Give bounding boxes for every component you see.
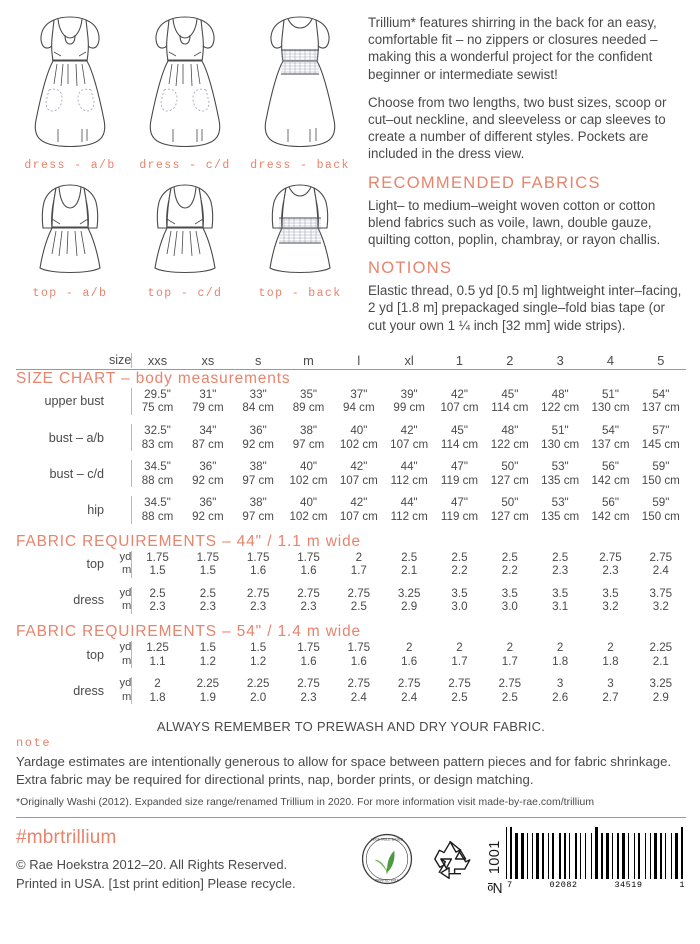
table-cell: 2.9 bbox=[401, 600, 418, 614]
prewash-reminder: ALWAYS REMEMBER TO PREWASH AND DRY YOUR FABRIC. bbox=[156, 719, 546, 735]
table-cell: 130 cm bbox=[591, 401, 630, 415]
table-cell: 1.2 bbox=[250, 654, 267, 668]
table-cell: 40" bbox=[300, 496, 318, 510]
table-cell: 2.25 bbox=[649, 640, 673, 654]
table-cell: 2.4 bbox=[401, 690, 418, 704]
table-cell: 44" bbox=[400, 496, 418, 510]
table-cell: 3.25 bbox=[397, 586, 421, 600]
header-size-1: 1 bbox=[455, 352, 464, 368]
table-cell: 39" bbox=[400, 387, 418, 401]
illustration-label: dress - a/b bbox=[24, 159, 116, 172]
notes-section bbox=[0, 719, 700, 818]
row-unit: yd bbox=[104, 677, 132, 691]
table-cell: 51" bbox=[551, 424, 569, 438]
table-cell: 2.3 bbox=[300, 690, 317, 704]
table-cell: 88 cm bbox=[141, 510, 174, 523]
illustrations-column bbox=[16, 8, 354, 345]
table-cell: 51" bbox=[601, 387, 619, 401]
header-size-xxs: xxs bbox=[147, 352, 168, 368]
table-cell: 3.2 bbox=[602, 600, 619, 614]
table-cell: 1.8 bbox=[149, 690, 166, 704]
row-unit: yd bbox=[104, 641, 132, 655]
table-cell: 34.5" bbox=[144, 496, 171, 510]
row-label: upper bust bbox=[44, 394, 105, 409]
row-unit: m bbox=[104, 564, 132, 578]
top-back-shirred-icon bbox=[248, 178, 352, 286]
table-cell: 47" bbox=[450, 496, 468, 510]
row-unit bbox=[104, 510, 132, 524]
intro-paragraph-2: Choose from two lengths, two bust sizes, scoop or cut–out neckline, and sleeveless or cap sleeves to create a number of different styles. Pockets are included in the dress view. bbox=[368, 94, 667, 162]
table-row bbox=[16, 424, 686, 438]
table-cell: 3.1 bbox=[552, 600, 569, 614]
table-cell: 1.8 bbox=[552, 654, 569, 668]
table-cell: 2.3 bbox=[149, 600, 166, 614]
table-cell: 107 cm bbox=[390, 437, 429, 451]
table-row bbox=[16, 641, 686, 655]
header-size-s: s bbox=[254, 352, 262, 368]
note-body: Yardage estimates are intentionally generous to allow for space between pattern pieces and for fabric shrinkage. Extra fabric may be required for directional prints, nap, border prints, or design matching. bbox=[16, 754, 672, 787]
table-cell: 1.75 bbox=[246, 550, 270, 564]
recommended-fabrics-text: Light– to medium–weight woven cotton or cotton blend fabrics such as voile, lawn, double gauze, quilting cotton, poplin, chambray, or rayon challis. bbox=[368, 197, 661, 248]
table-cell: 142 cm bbox=[591, 510, 630, 523]
table-cell: 92 cm bbox=[192, 510, 224, 523]
illustration-dress-ab bbox=[16, 8, 124, 172]
table-cell: 36" bbox=[249, 424, 267, 438]
footer-left bbox=[16, 827, 361, 893]
footer-section bbox=[0, 818, 700, 895]
table-cell: 122 cm bbox=[541, 401, 580, 415]
hashtag: #mbrtrillium bbox=[16, 827, 117, 849]
header-size-label: size bbox=[16, 353, 132, 368]
table-cell: 50" bbox=[501, 460, 519, 474]
table-row bbox=[16, 587, 686, 601]
table-cell: 2.5 bbox=[501, 690, 518, 704]
table-cell: 102 cm bbox=[289, 473, 328, 487]
table-row bbox=[16, 510, 686, 524]
table-cell: 2.1 bbox=[401, 564, 418, 578]
row-unit bbox=[104, 424, 132, 438]
barcode-digit-group: 1 bbox=[679, 880, 685, 891]
illustration-row-tops bbox=[16, 178, 354, 300]
table-cell: 35" bbox=[300, 387, 318, 401]
table-cell: 2.2 bbox=[501, 564, 518, 578]
table-cell: 2.5 bbox=[350, 600, 367, 614]
table-cell: 119 cm bbox=[440, 473, 479, 487]
table-cell: 38" bbox=[249, 496, 267, 510]
table-cell: 142 cm bbox=[591, 473, 630, 487]
table-cell: 102 cm bbox=[289, 510, 328, 523]
table-cell: 1.5 bbox=[199, 640, 216, 654]
table-cell: 36" bbox=[199, 496, 217, 510]
table-cell: 45" bbox=[501, 387, 519, 401]
header-size-xs: xs bbox=[201, 352, 215, 368]
section-heading-row bbox=[16, 623, 686, 641]
table-cell: 2.4 bbox=[350, 690, 367, 704]
table-cell: 137 cm bbox=[641, 401, 680, 415]
recycle-icon bbox=[427, 836, 473, 882]
illustration-label: top - c/d bbox=[147, 287, 223, 300]
intro-paragraph-1: Trillium* features shirring in the back for an easy, comfortable fit – no zippers or closures needed – making this a wonderful project for the confident beginner or intermediate sewist! bbox=[368, 15, 658, 82]
table-cell: 2.75 bbox=[297, 677, 320, 691]
table-cell: 3.5 bbox=[451, 586, 468, 600]
table-cell: 2.3 bbox=[199, 600, 216, 614]
table-cell: 42" bbox=[400, 424, 418, 438]
top-front-cutout-icon bbox=[133, 178, 237, 286]
illustration-label: dress - c/d bbox=[139, 159, 231, 172]
table-cell: 1.6 bbox=[300, 654, 317, 668]
table-row bbox=[16, 677, 686, 691]
table-cell: 48" bbox=[501, 424, 519, 438]
illustration-top-back bbox=[246, 178, 354, 300]
table-cell: 2.7 bbox=[602, 690, 619, 704]
table-cell: 2.75 bbox=[246, 586, 270, 600]
table-cell: 2.5 bbox=[199, 586, 216, 600]
table-row bbox=[16, 600, 686, 614]
size-and-fabric-table bbox=[16, 353, 686, 714]
row-label: dress bbox=[73, 593, 105, 608]
table-cell: 3.0 bbox=[451, 600, 468, 614]
row-unit bbox=[104, 401, 132, 415]
barcode-block bbox=[487, 833, 686, 895]
svg-text:VEGETABLE-BASED: VEGETABLE-BASED bbox=[370, 837, 404, 842]
svg-text:PRINTED WITH: PRINTED WITH bbox=[374, 878, 400, 883]
top-front-scoop-icon bbox=[18, 178, 122, 286]
table-cell: 44" bbox=[400, 460, 418, 474]
row-label: top bbox=[86, 647, 105, 662]
table-cell: 87 cm bbox=[192, 437, 224, 451]
footer-right bbox=[361, 827, 686, 895]
illustration-dress-cd bbox=[131, 8, 239, 172]
barcode-digit-group: 02082 bbox=[549, 880, 578, 891]
table-cell: 42" bbox=[350, 460, 368, 474]
table-cell: 54" bbox=[601, 424, 619, 438]
illustration-row-dresses bbox=[16, 8, 354, 172]
table-cell: 1.75 bbox=[297, 550, 320, 564]
table-cell: 99 cm bbox=[393, 401, 425, 415]
table-cell: 32.5" bbox=[144, 424, 171, 438]
table-cell: 2.5 bbox=[451, 550, 468, 564]
table-cell: 2.75 bbox=[297, 586, 320, 600]
table-row bbox=[16, 474, 686, 488]
table-cell: 2 bbox=[456, 640, 463, 654]
dress-front-scoop-icon bbox=[18, 8, 122, 158]
table-row bbox=[16, 438, 686, 452]
section-heading-row bbox=[16, 369, 686, 388]
table-row bbox=[16, 460, 686, 474]
table-cell: 2.6 bbox=[552, 690, 569, 704]
row-label: bust – a/b bbox=[48, 430, 105, 445]
table-cell: 135 cm bbox=[541, 510, 580, 523]
table-cell: 127 cm bbox=[490, 510, 529, 523]
dress-back-shirred-icon bbox=[248, 8, 352, 158]
table-row bbox=[16, 655, 686, 669]
table-cell: 1.1 bbox=[149, 654, 166, 668]
illustration-label: top - a/b bbox=[32, 287, 108, 300]
table-cell: 33" bbox=[249, 387, 267, 401]
table-row bbox=[16, 496, 686, 510]
table-cell: 2 bbox=[355, 550, 363, 564]
table-cell: 88 cm bbox=[141, 473, 174, 487]
table-cell: 2.25 bbox=[196, 677, 220, 691]
illustration-label: dress - back bbox=[250, 159, 350, 172]
table-cell: 137 cm bbox=[591, 437, 630, 451]
table-row bbox=[16, 401, 686, 415]
table-cell: 2.4 bbox=[652, 564, 669, 578]
table-cell: 3.25 bbox=[649, 677, 673, 691]
table-cell: 2.5 bbox=[451, 690, 468, 704]
table-cell: 2.5 bbox=[501, 550, 518, 564]
table-cell: 2.3 bbox=[300, 600, 317, 614]
table-cell: 34" bbox=[199, 424, 217, 438]
copyright-line-2: Printed in USA. [1st print edition] Please recycle. bbox=[16, 875, 296, 891]
table-cell: 1.6 bbox=[401, 654, 418, 668]
table-cell: 57" bbox=[652, 424, 670, 438]
barcode-digit-group: 34519 bbox=[614, 880, 643, 891]
barcode bbox=[506, 833, 686, 890]
table-row bbox=[16, 551, 686, 565]
table-cell: 107 cm bbox=[339, 510, 378, 523]
table-cell: 89 cm bbox=[292, 401, 325, 415]
table-cell: 2.75 bbox=[347, 677, 371, 691]
table-cell: 102 cm bbox=[339, 437, 378, 451]
row-unit bbox=[104, 474, 132, 488]
table-cell: 2.3 bbox=[552, 564, 569, 578]
section-heading: FABRIC REQUIREMENTS – 44" / 1.1 m wide bbox=[16, 532, 361, 550]
row-unit bbox=[104, 438, 132, 452]
vegetable-based-ink-seal-icon bbox=[361, 833, 413, 885]
table-cell: 114 cm bbox=[491, 401, 529, 415]
table-cell: 2.5 bbox=[149, 586, 166, 600]
table-cell: 97 cm bbox=[292, 437, 325, 451]
notions-heading: NOTIONS bbox=[368, 259, 453, 278]
table-cell: 45" bbox=[450, 424, 468, 438]
top-section bbox=[0, 0, 700, 345]
table-cell: 3.5 bbox=[552, 586, 569, 600]
table-cell: 1.6 bbox=[350, 654, 367, 668]
table-cell: 94 cm bbox=[343, 401, 375, 415]
row-label: bust – c/d bbox=[49, 466, 105, 481]
illustration-dress-back bbox=[246, 8, 354, 172]
table-cell: 2.5 bbox=[401, 550, 418, 564]
table-cell: 59" bbox=[652, 496, 670, 510]
table-cell: 47" bbox=[450, 460, 468, 474]
table-cell: 145 cm bbox=[641, 437, 680, 451]
table-cell: 56" bbox=[601, 496, 619, 510]
table-cell: 1.75 bbox=[297, 640, 320, 654]
table-cell: 122 cm bbox=[490, 437, 529, 451]
table-cell: 92 cm bbox=[192, 473, 224, 487]
table-cell: 2.75 bbox=[397, 677, 421, 691]
header-size-3: 3 bbox=[556, 352, 564, 368]
table-cell: 3 bbox=[556, 677, 564, 691]
table-cell: 53" bbox=[551, 496, 569, 510]
table-cell: 36" bbox=[199, 460, 217, 474]
table-cell: 119 cm bbox=[440, 510, 479, 523]
table-cell: 114 cm bbox=[440, 437, 479, 451]
table-cell: 40" bbox=[350, 424, 368, 438]
row-unit: m bbox=[104, 691, 132, 705]
table-cell: 2.2 bbox=[451, 564, 468, 578]
table-cell: 75 cm bbox=[141, 401, 174, 415]
header-size-m: m bbox=[303, 352, 314, 368]
row-label: top bbox=[86, 557, 105, 572]
table-cell: 1.7 bbox=[451, 654, 468, 668]
row-unit: yd bbox=[104, 551, 132, 565]
table-cell: 3.2 bbox=[652, 600, 669, 614]
table-cell: 50" bbox=[501, 496, 519, 510]
table-cell: 2.75 bbox=[649, 550, 673, 564]
illustration-top-ab bbox=[16, 178, 124, 300]
pattern-number: № 1001 bbox=[486, 840, 503, 896]
header-size-2: 2 bbox=[506, 352, 514, 368]
table-cell: 37" bbox=[350, 387, 368, 401]
table-cell: 2.3 bbox=[602, 564, 619, 578]
table-cell: 2.9 bbox=[652, 690, 669, 704]
barcode-digits bbox=[506, 880, 686, 890]
notions-text: Elastic thread, 0.5 yd [0.5 m] lightweight inter–facing, 2 yd [1.8 m] prepackaged single–fold bias tape (or cut your own 1 ¼ inch [32 mm] wide strips). bbox=[368, 283, 682, 333]
table-cell: 2.25 bbox=[246, 677, 270, 691]
table-cell: 38" bbox=[300, 424, 318, 438]
table-row bbox=[16, 388, 686, 402]
illustration-label: top - back bbox=[258, 287, 342, 300]
header-size-5: 5 bbox=[657, 352, 665, 368]
description-column bbox=[354, 8, 684, 345]
table-cell: 1.5 bbox=[149, 564, 166, 578]
table-cell: 38" bbox=[249, 460, 267, 474]
table-cell: 150 cm bbox=[641, 510, 680, 523]
table-cell: 1.5 bbox=[199, 564, 216, 578]
table-cell: 2 bbox=[154, 677, 161, 691]
table-cell: 31" bbox=[199, 387, 217, 401]
copyright-line-1: © Rae Hoekstra 2012–20. All Rights Reserved. bbox=[16, 857, 288, 873]
header-size-4: 4 bbox=[606, 352, 615, 368]
table-cell: 54" bbox=[652, 387, 670, 401]
note-heading: note bbox=[16, 736, 52, 751]
table-header-row bbox=[16, 353, 686, 368]
table-cell: 3.75 bbox=[649, 586, 673, 600]
table-cell: 2.75 bbox=[498, 677, 522, 691]
table-cell: 56" bbox=[601, 460, 619, 474]
table-cell: 1.75 bbox=[146, 550, 169, 564]
table-cell: 83 cm bbox=[141, 437, 174, 451]
table-cell: 79 cm bbox=[192, 401, 224, 415]
table-cell: 3.0 bbox=[501, 600, 518, 614]
row-unit bbox=[104, 460, 132, 474]
table-cell: 2.5 bbox=[552, 550, 569, 564]
table-cell: 92 cm bbox=[242, 437, 274, 451]
table-cell: 1.6 bbox=[250, 564, 267, 578]
row-unit: yd bbox=[104, 587, 132, 601]
table-cell: 1.6 bbox=[300, 564, 317, 578]
table-cell: 1.75 bbox=[347, 640, 371, 654]
table-cell: 53" bbox=[551, 460, 569, 474]
row-label: hip bbox=[87, 503, 105, 517]
table-cell: 2.75 bbox=[448, 677, 471, 691]
table-cell: 84 cm bbox=[242, 401, 274, 415]
section-heading: SIZE CHART – body measurements bbox=[16, 369, 291, 387]
table-cell: 1.5 bbox=[250, 640, 267, 654]
table-cell: 48" bbox=[551, 387, 569, 401]
table-cell: 2 bbox=[506, 640, 514, 654]
row-unit bbox=[104, 388, 132, 402]
table-row bbox=[16, 691, 686, 705]
origin-note: *Originally Washi (2012). Expanded size range/renamed Trillium in 2020. For more information visit made-by-rae.com/trillium bbox=[16, 797, 595, 809]
table-cell: 1.2 bbox=[199, 654, 216, 668]
header-size-xl: xl bbox=[404, 352, 414, 368]
table-cell: 59" bbox=[652, 460, 670, 474]
dress-front-cutout-icon bbox=[133, 8, 237, 158]
table-cell: 1.9 bbox=[199, 690, 216, 704]
recommended-fabrics-heading: RECOMMENDED FABRICS bbox=[368, 173, 601, 192]
table-cell: 107 cm bbox=[339, 473, 378, 487]
section-heading: FABRIC REQUIREMENTS – 54" / 1.4 m wide bbox=[16, 622, 361, 640]
table-cell: 1.25 bbox=[146, 640, 169, 654]
table-cell: 150 cm bbox=[641, 473, 680, 487]
table-cell: 42" bbox=[350, 496, 368, 510]
table-cell: 1.75 bbox=[196, 550, 220, 564]
table-cell: 97 cm bbox=[242, 510, 274, 523]
table-cell: 130 cm bbox=[541, 437, 580, 451]
barcode-bars bbox=[506, 833, 686, 879]
table-cell: 112 cm bbox=[390, 510, 428, 523]
row-unit: m bbox=[104, 655, 132, 669]
row-label: dress bbox=[73, 683, 105, 698]
table-cell: 3.5 bbox=[501, 586, 518, 600]
table-cell: 2 bbox=[607, 640, 614, 654]
table-cell: 42" bbox=[450, 387, 468, 401]
measurements-chart bbox=[0, 353, 700, 714]
table-cell: 127 cm bbox=[490, 473, 529, 487]
table-cell: 3 bbox=[607, 677, 614, 691]
table-cell: 2 bbox=[405, 640, 413, 654]
illustration-top-cd bbox=[131, 178, 239, 300]
section-heading-row bbox=[16, 533, 686, 551]
table-cell: 2.0 bbox=[250, 690, 267, 704]
table-cell: 40" bbox=[300, 460, 318, 474]
table-cell: 1.8 bbox=[602, 654, 619, 668]
table-cell: 1.7 bbox=[350, 564, 367, 578]
table-cell: 1.7 bbox=[501, 654, 518, 668]
table-cell: 29.5" bbox=[144, 387, 171, 401]
row-unit bbox=[104, 496, 132, 510]
table-cell: 2.75 bbox=[599, 550, 622, 564]
table-cell: 3.5 bbox=[602, 586, 619, 600]
table-cell: 34.5" bbox=[144, 460, 171, 474]
table-cell: 112 cm bbox=[390, 473, 428, 487]
row-unit: m bbox=[104, 600, 132, 614]
header-size-l: l bbox=[357, 352, 361, 368]
barcode-digit-group: 7 bbox=[506, 880, 513, 891]
table-row bbox=[16, 564, 686, 578]
table-cell: 107 cm bbox=[440, 401, 479, 415]
table-cell: 2.75 bbox=[347, 586, 371, 600]
table-cell: 135 cm bbox=[541, 473, 580, 487]
table-cell: 97 cm bbox=[242, 473, 274, 487]
table-cell: 2 bbox=[556, 640, 564, 654]
table-cell: 2.1 bbox=[652, 654, 669, 668]
table-cell: 2.3 bbox=[250, 600, 267, 614]
